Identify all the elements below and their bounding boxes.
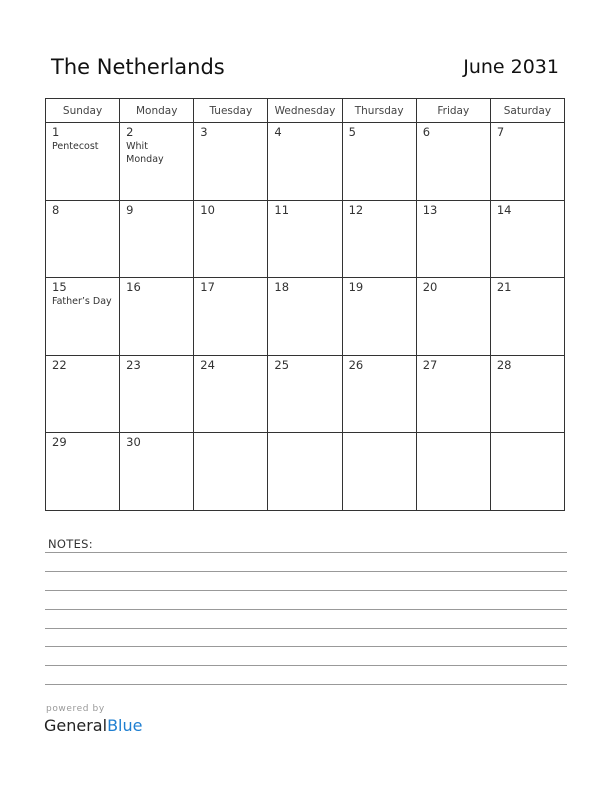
brand-general: General [44, 716, 108, 735]
day-number: 5 [348, 125, 356, 139]
day-number: 26 [348, 357, 364, 372]
day-number: 25 [274, 357, 290, 372]
day-cell [120, 201, 194, 279]
day-cell [417, 123, 491, 201]
note-line [45, 684, 567, 685]
day-number: 12 [348, 202, 364, 217]
day-number: 15 [52, 280, 67, 294]
note-line [45, 571, 567, 572]
day-number: 22 [52, 357, 67, 372]
day-cell [343, 356, 417, 434]
day-cell [417, 356, 491, 434]
weekday-header-tuesday: Tuesday [194, 99, 268, 123]
day-number: 1 [52, 125, 60, 139]
day-cell [268, 123, 342, 201]
day-cell [194, 123, 268, 201]
day-cell [194, 433, 268, 511]
day-cell [194, 201, 268, 279]
day-number: 11 [274, 202, 290, 217]
day-number: 19 [348, 280, 364, 294]
note-line [45, 646, 567, 647]
day-number: 14 [496, 202, 512, 217]
day-number: 2 [126, 125, 134, 139]
day-cell [194, 278, 268, 356]
day-cell [343, 123, 417, 201]
day-number: 13 [422, 202, 438, 217]
day-cell [417, 278, 491, 356]
day-cell [343, 201, 417, 279]
day-number: 21 [496, 280, 512, 294]
day-cell [491, 278, 565, 356]
country-title: The Netherlands [51, 55, 225, 79]
powered-by-text: powered by [46, 704, 105, 714]
day-cell [268, 356, 342, 434]
brand-blue: Blue [107, 716, 143, 735]
holiday-label: Father’s Day [52, 296, 112, 307]
weekday-header-monday: Monday [120, 99, 194, 123]
day-number: 6 [422, 125, 431, 139]
day-number: 9 [126, 202, 134, 217]
weekday-header-saturday: Saturday [491, 99, 565, 123]
holiday-label: Whit Monday [126, 141, 164, 165]
weekday-header-wednesday: Wednesday [268, 99, 342, 123]
day-cell [491, 201, 565, 279]
day-cell [491, 433, 565, 511]
day-number: 8 [52, 202, 60, 217]
day-cell [46, 123, 120, 201]
note-line [45, 665, 567, 666]
day-number: 18 [274, 280, 290, 294]
day-number: 10 [200, 202, 215, 217]
day-cell [46, 278, 120, 356]
generalblue-logo [44, 716, 142, 735]
day-cell [491, 123, 565, 201]
day-number: 30 [126, 435, 141, 449]
day-number: 28 [496, 357, 512, 372]
day-cell [268, 278, 342, 356]
day-number: 20 [422, 280, 438, 294]
day-number: 16 [126, 280, 141, 294]
day-cell [194, 356, 268, 434]
day-number: 17 [200, 280, 215, 294]
day-cell [491, 356, 565, 434]
day-cell [417, 433, 491, 511]
day-number: 24 [200, 357, 215, 372]
month-year-title: June 2031 [463, 56, 559, 78]
day-cell [46, 356, 120, 434]
day-number: 3 [200, 125, 208, 139]
day-cell [343, 278, 417, 356]
day-cell [417, 201, 491, 279]
note-line [45, 590, 567, 591]
day-cell [120, 278, 194, 356]
day-cell [268, 201, 342, 279]
day-cell [120, 123, 194, 201]
day-cell [46, 201, 120, 279]
day-cell [46, 433, 120, 511]
note-line [45, 552, 567, 553]
calendar-grid [45, 98, 565, 511]
day-cell [120, 356, 194, 434]
day-number: 7 [496, 125, 505, 139]
day-number: 29 [52, 435, 67, 449]
notes-label: NOTES: [48, 537, 93, 551]
note-line [45, 628, 567, 629]
note-line [45, 609, 567, 610]
weekday-header-sunday: Sunday [46, 99, 120, 123]
weekday-header-thursday: Thursday [343, 99, 417, 123]
day-cell [120, 433, 194, 511]
day-cell [268, 433, 342, 511]
day-number: 27 [422, 357, 438, 372]
day-number: 23 [126, 357, 141, 372]
holiday-label: Pentecost [52, 141, 99, 152]
weekday-header-friday: Friday [417, 99, 491, 123]
day-number: 4 [274, 125, 282, 139]
day-cell [343, 433, 417, 511]
